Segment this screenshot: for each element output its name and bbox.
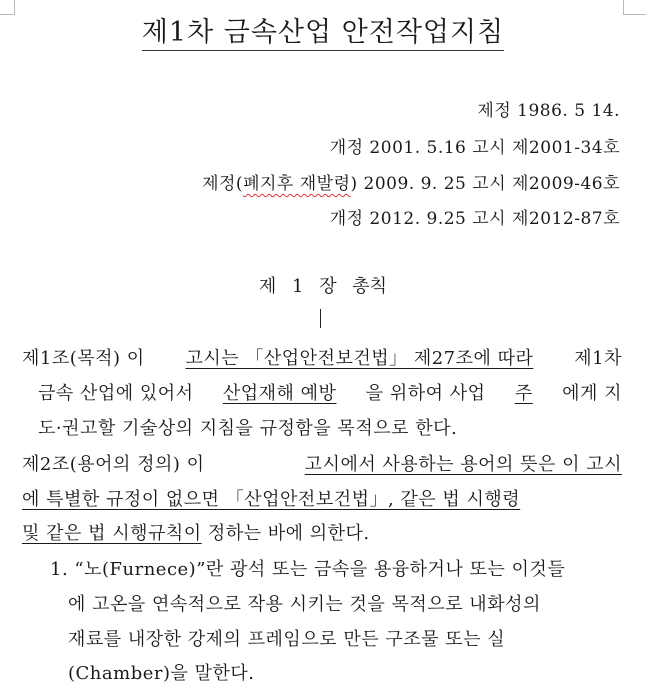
article1-line-3: 도·권고할 기술상의 지침을 규정함을 목적으로 한다. <box>38 418 458 439</box>
item1-line-3: 재료를 내장한 강제의 프레임으로 만든 구조물 또는 실 <box>68 629 506 650</box>
history-line-1: 제정 1986. 5 14. <box>477 101 620 121</box>
spellcheck-squiggle: 폐지후 재발령 <box>243 174 351 194</box>
article1-line-1: 제1조(목적) 이 고시는 「산업안전보건법」 제27조에 따라 제1차 <box>22 348 622 369</box>
chapter-heading: 제 1 장 총칙 <box>258 276 388 297</box>
article2-line-1: 제2조(용어의 정의) 이 고시에서 사용하는 용어의 뜻은 이 고시 <box>22 454 622 475</box>
item1-line-1: 1. “노(Furnece)”란 광석 또는 금속을 용융하거나 또는 이것들 <box>50 559 566 580</box>
item1-line-4: (Chamber)을 말한다. <box>68 663 255 684</box>
history-line-3: 제정(폐지후 재발령) 2009. 9. 25 고시 제2009-46호 <box>202 174 620 194</box>
text-cursor <box>320 309 321 328</box>
item1-line-2: 에 고온을 연속적으로 작용 시키는 것을 목적으로 내화성의 <box>68 594 541 615</box>
article1-line-2: 금속 산업에 있어서 산업재해 예방 을 위하여 사업 주 에게 지 <box>38 383 622 404</box>
article2-line-2: 에 특별한 규정이 없으면 「산업안전보건법」, 같은 법 시행령 <box>22 489 521 510</box>
document-title: 제1차 금속산업 안전작업지침 <box>0 10 646 49</box>
history-line-4: 개정 2012. 9.25 고시 제2012-87호 <box>329 209 620 229</box>
article2-line-3: 및 같은 법 시행규칙이 정하는 바에 의한다. <box>22 523 370 544</box>
history-line-2: 개정 2001. 5.16 고시 제2001-34호 <box>329 138 620 158</box>
